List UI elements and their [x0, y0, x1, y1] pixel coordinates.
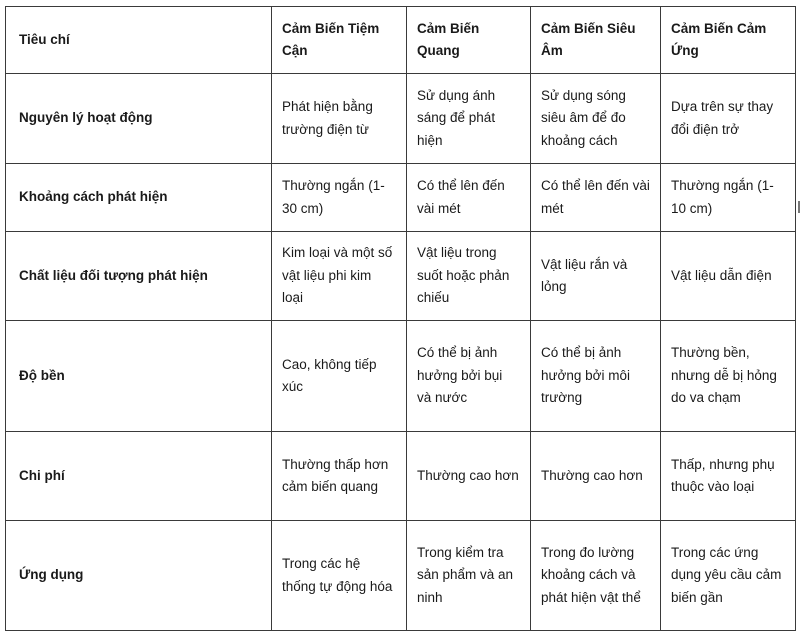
table-cell: Sử dụng ánh sáng để phát hiện — [407, 74, 531, 164]
row-label: Độ bền — [6, 321, 272, 432]
table-cell: Có thể bị ảnh hưởng bởi bụi và nước — [407, 321, 531, 432]
table-header-row — [6, 7, 796, 74]
table-cell: Trong các ứng dụng yêu cầu cảm biến gần — [661, 521, 796, 631]
table-cell: Thường cao hơn — [407, 432, 531, 521]
table-cell: Trong kiểm tra sản phẩm và an ninh — [407, 521, 531, 631]
row-label: Chi phí — [6, 432, 272, 521]
table-cell: Vật liệu rắn và lỏng — [531, 232, 661, 321]
table-row — [6, 74, 796, 164]
table-cell: Thường cao hơn — [531, 432, 661, 521]
table-cell: Thường bền, nhưng dễ bị hỏng do va chạm — [661, 321, 796, 432]
table-cell: Thường ngắn (1-30 cm) — [272, 164, 407, 232]
table-cell: Có thể lên đến vài mét — [531, 164, 661, 232]
table-cell: Vật liệu dẫn điện — [661, 232, 796, 321]
header-optical-sensor: Cảm Biến Quang — [407, 7, 531, 74]
table-cell: Vật liệu trong suốt hoặc phản chiếu — [407, 232, 531, 321]
table-cell: Trong các hệ thống tự động hóa — [272, 521, 407, 631]
table-cell: Thường thấp hơn cảm biến quang — [272, 432, 407, 521]
table-cell: Thường ngắn (1-10 cm) — [661, 164, 796, 232]
table-cell: Phát hiện bằng trường điện từ — [272, 74, 407, 164]
row-label: Khoảng cách phát hiện — [6, 164, 272, 232]
header-ultrasonic-sensor: Cảm Biến Siêu Âm — [531, 7, 661, 74]
header-proximity-sensor: Cảm Biến Tiệm Cận — [272, 7, 407, 74]
comparison-table — [5, 6, 796, 631]
table-row — [6, 321, 796, 432]
header-touch-sensor: Cảm Biến Cảm Ứng — [661, 7, 796, 74]
table-row — [6, 164, 796, 232]
table-cell: Sử dụng sóng siêu âm để đo khoảng cách — [531, 74, 661, 164]
header-criteria: Tiêu chí — [6, 7, 272, 74]
table-row — [6, 432, 796, 521]
table-cell: Thấp, nhưng phụ thuộc vào loại — [661, 432, 796, 521]
row-label: Nguyên lý hoạt động — [6, 74, 272, 164]
table-cell: Trong đo lường khoảng cách và phát hiện vật thể — [531, 521, 661, 631]
document-page — [5, 6, 795, 633]
table-cell: Dựa trên sự thay đổi điện trở — [661, 74, 796, 164]
table-cell: Kim loại và một số vật liệu phi kim loại — [272, 232, 407, 321]
table-row — [6, 232, 796, 321]
table-cell: Cao, không tiếp xúc — [272, 321, 407, 432]
table-cell: Có thể bị ảnh hưởng bởi môi trường — [531, 321, 661, 432]
table-cell: Có thể lên đến vài mét — [407, 164, 531, 232]
row-label: Chất liệu đối tượng phát hiện — [6, 232, 272, 321]
row-label: Ứng dụng — [6, 521, 272, 631]
table-row — [6, 521, 796, 631]
